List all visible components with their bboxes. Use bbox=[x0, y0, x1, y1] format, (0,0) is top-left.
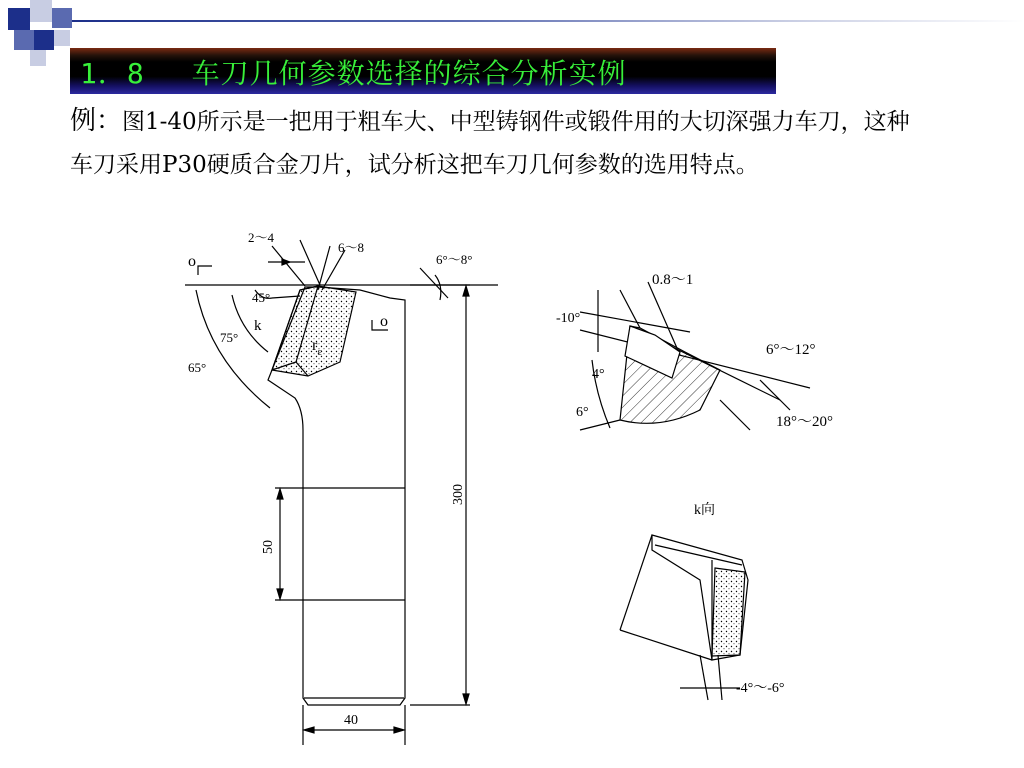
section-o-mid: o bbox=[380, 313, 388, 330]
nose-radius: $r_\varepsilon$ bbox=[312, 337, 322, 358]
angle-minus10: -10° bbox=[556, 311, 581, 326]
dim-300: 300 bbox=[451, 484, 466, 505]
k-view-label: k向 bbox=[694, 503, 715, 518]
angle-6-12: 6°～12° bbox=[766, 342, 816, 358]
angle-18-20: 18°～20° bbox=[776, 414, 833, 430]
angle-6: 6° bbox=[576, 405, 589, 420]
angle-45: 45° bbox=[252, 290, 271, 305]
dim-6-8: 6～8 bbox=[338, 240, 365, 255]
example-text: 图1-40所示是一把用于粗车大、中型铸钢件或锻件用的大切深强力车刀，这种车刀采用P30硬质合金刀片，试分析这把车刀几何参数的选用特点。 bbox=[70, 109, 910, 178]
section-o-top: o bbox=[188, 253, 196, 270]
angle-minus4-minus6: -4°～-6° bbox=[736, 681, 785, 696]
dim-0.8-1: 0.8～1 bbox=[652, 272, 694, 288]
k-direction: k bbox=[254, 318, 262, 334]
dim-2-4: 2～4 bbox=[248, 230, 275, 245]
angle-4: 4° bbox=[592, 367, 605, 382]
dim-40: 40 bbox=[344, 713, 358, 728]
angle-6-8deg: 6°～8° bbox=[436, 252, 473, 267]
slide-title: 1．8 车刀几何参数选择的综合分析实例 bbox=[80, 57, 627, 90]
example-label: 例： bbox=[70, 106, 123, 136]
angle-75: 75° bbox=[220, 330, 239, 345]
dim-50: 50 bbox=[261, 540, 276, 554]
angle-65: 65° bbox=[188, 360, 207, 375]
